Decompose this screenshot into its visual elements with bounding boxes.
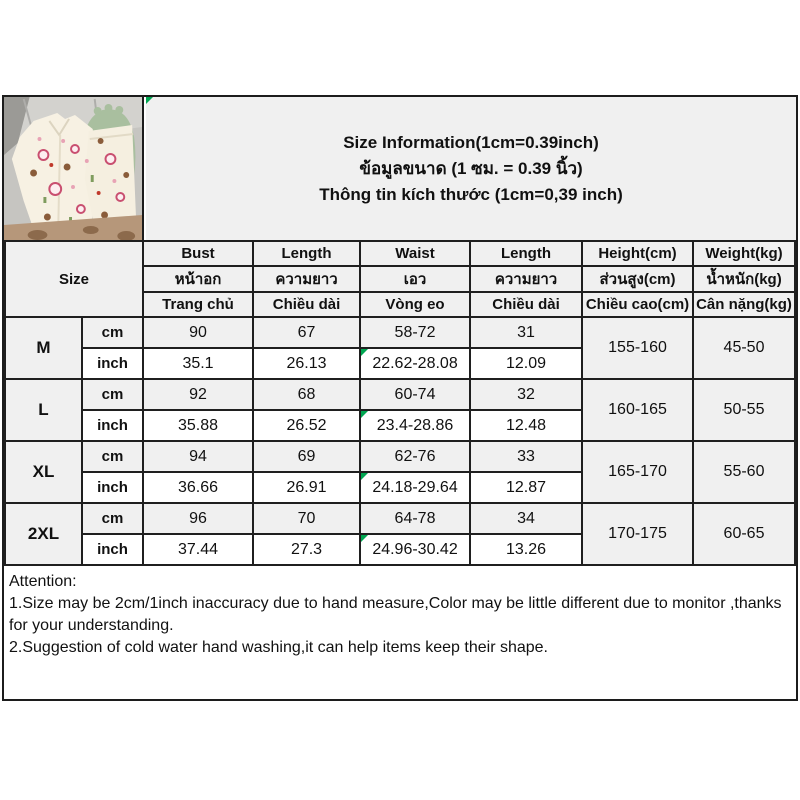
- size-xl-label: XL: [5, 441, 82, 503]
- size-2xl-label: 2XL: [5, 503, 82, 565]
- col-header-height-en: Height(cm): [582, 241, 693, 266]
- col-header-waist-en: Waist: [360, 241, 470, 266]
- 2xl-height: 170-175: [582, 503, 693, 565]
- xl-length2-cm: 33: [470, 441, 582, 472]
- xl-weight: 55-60: [693, 441, 795, 503]
- col-header-length-en: Length: [253, 241, 360, 266]
- unit-inch-label: inch: [82, 534, 143, 565]
- green-corner-marker: [146, 97, 153, 104]
- m-length-cm: 67: [253, 317, 360, 348]
- xl-waist-inch: [360, 472, 470, 503]
- l-length2-cm: 32: [470, 379, 582, 410]
- l-bust-cm: 92: [143, 379, 253, 410]
- unit-cm-label: cm: [82, 379, 143, 410]
- m-waist-cm: 58-72: [360, 317, 470, 348]
- m-bust-inch: 35.1: [143, 348, 253, 379]
- 2xl-weight: 60-65: [693, 503, 795, 565]
- m-height: 155-160: [582, 317, 693, 379]
- attention-note-1: 1.Size may be 2cm/1inch inaccuracy due to hand measure,Color may be little different due to monitor ,thanks for your understanding.: [9, 595, 782, 634]
- pajama-set-photo-illustration: [4, 97, 142, 240]
- size-header-cell: Size: [5, 241, 143, 317]
- size-m-label: M: [5, 317, 82, 379]
- size-information-title-cell: [146, 97, 796, 240]
- size-l-label: L: [5, 379, 82, 441]
- green-corner-marker: [361, 411, 368, 418]
- l-waist-cm: 60-74: [360, 379, 470, 410]
- l-bust-inch: 35.88: [143, 410, 253, 441]
- 2xl-length-cm: 70: [253, 503, 360, 534]
- col-header-waist-th: เอว: [360, 266, 470, 292]
- attention-note-2: 2.Suggestion of cold water hand washing,it can help items keep their shape.: [9, 639, 548, 656]
- unit-cm-label: cm: [82, 317, 143, 348]
- col-header-height-vi: Chiều cao(cm): [582, 292, 693, 317]
- l-length2-inch: 12.48: [470, 410, 582, 441]
- m-bust-cm: 90: [143, 317, 253, 348]
- unit-inch-label: inch: [82, 472, 143, 503]
- col-header-length2-vi: Chiều dài: [470, 292, 582, 317]
- col-header-length2-th: ความยาว: [470, 266, 582, 292]
- 2xl-length2-cm: 34: [470, 503, 582, 534]
- col-header-weight-th: น้ำหนัก(kg): [693, 266, 795, 292]
- unit-cm-label: cm: [82, 503, 143, 534]
- green-corner-marker: [361, 349, 368, 356]
- l-length-inch: 26.52: [253, 410, 360, 441]
- m-weight: 45-50: [693, 317, 795, 379]
- green-corner-marker: [361, 473, 368, 480]
- product-photo: [4, 97, 144, 240]
- col-header-bust-vi: Trang chủ: [143, 292, 253, 317]
- l-length-cm: 68: [253, 379, 360, 410]
- attention-notes: [9, 571, 790, 659]
- 2xl-length-inch: 27.3: [253, 534, 360, 565]
- title-english: Size Information(1cm=0.39inch): [343, 132, 599, 152]
- 2xl-waist-inch: [360, 534, 470, 565]
- l-weight: 50-55: [693, 379, 795, 441]
- xl-waist-cm: 62-76: [360, 441, 470, 472]
- m-waist-inch: [360, 348, 470, 379]
- col-header-length2-en: Length: [470, 241, 582, 266]
- col-header-height-th: ส่วนสูง(cm): [582, 266, 693, 292]
- m-length-inch: 26.13: [253, 348, 360, 379]
- size-chart-table: [4, 240, 796, 566]
- unit-cm-label: cm: [82, 441, 143, 472]
- content-frame: [2, 95, 798, 701]
- title-vietnamese: Thông tin kích thước (1cm=0,39 inch): [319, 184, 623, 204]
- xl-waist-inch-value: 24.18-29.64: [372, 478, 458, 496]
- col-header-length-th: ความยาว: [253, 266, 360, 292]
- col-header-bust-th: หน้าอก: [143, 266, 253, 292]
- 2xl-waist-inch-value: 24.96-30.42: [372, 540, 458, 558]
- xl-height: 165-170: [582, 441, 693, 503]
- m-length2-cm: 31: [470, 317, 582, 348]
- xl-length-cm: 69: [253, 441, 360, 472]
- 2xl-bust-inch: 37.44: [143, 534, 253, 565]
- col-header-length-vi: Chiều dài: [253, 292, 360, 317]
- l-waist-inch-value: 23.4-28.86: [376, 416, 454, 434]
- col-header-weight-en: Weight(kg): [693, 241, 795, 266]
- l-height: 160-165: [582, 379, 693, 441]
- col-header-waist-vi: Vòng eo: [360, 292, 470, 317]
- unit-inch-label: inch: [82, 348, 143, 379]
- title-thai: ข้อมูลขนาด (1 ซม. = 0.39 นิ้ว): [359, 158, 583, 178]
- attention-heading: Attention:: [9, 573, 77, 590]
- col-header-weight-vi: Cân nặng(kg): [693, 292, 795, 317]
- xl-bust-cm: 94: [143, 441, 253, 472]
- unit-inch-label: inch: [82, 410, 143, 441]
- l-waist-inch: [360, 410, 470, 441]
- xl-length2-inch: 12.87: [470, 472, 582, 503]
- 2xl-bust-cm: 96: [143, 503, 253, 534]
- 2xl-waist-cm: 64-78: [360, 503, 470, 534]
- xl-bust-inch: 36.66: [143, 472, 253, 503]
- green-corner-marker: [361, 535, 368, 542]
- 2xl-length2-inch: 13.26: [470, 534, 582, 565]
- col-header-bust-en: Bust: [143, 241, 253, 266]
- m-length2-inch: 12.09: [470, 348, 582, 379]
- m-waist-inch-value: 22.62-28.08: [372, 354, 458, 372]
- xl-length-inch: 26.91: [253, 472, 360, 503]
